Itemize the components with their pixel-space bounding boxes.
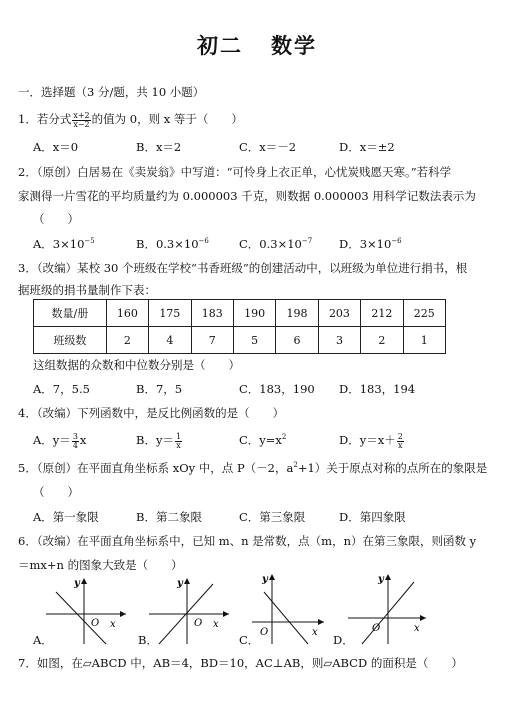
section-heading: 一．选择题（3 分/题，共 10 小题） xyxy=(18,85,205,99)
q2-option-d xyxy=(339,236,402,252)
q4-b-prefix: B．y＝ xyxy=(136,433,174,447)
q6-option-d-label: D． xyxy=(333,633,354,647)
x-axis-arrow-icon xyxy=(318,619,324,625)
table-cell: 203 xyxy=(318,300,360,327)
q2-option-d-base: D．3×10 xyxy=(339,237,392,251)
table-cell: 7 xyxy=(191,327,233,354)
x-axis-arrow-icon xyxy=(420,615,426,621)
q6-line-2: ＝mx+n 的图象大致是（ ） xyxy=(18,558,183,572)
table-cell: 2 xyxy=(361,327,403,354)
q7-stem: 7．如图，在▱ABCD 中，AB＝4，BD＝10，AC⊥AB，则▱ABCD 的面积是（ ） xyxy=(18,656,463,670)
q6-option-a-label: A． xyxy=(33,633,53,647)
q4-b-den: x xyxy=(176,440,181,450)
q4-option-a xyxy=(33,432,86,450)
q2-option-c-exp: −7 xyxy=(301,237,313,245)
table-cell: 175 xyxy=(149,300,191,327)
q5-line-1-b: +1）关于原点对称的点所在的象限是 xyxy=(297,461,488,475)
q1-option-a: A．x＝0 xyxy=(33,140,79,154)
q5-option-a: A．第一象限 xyxy=(33,510,99,524)
q4-option-b xyxy=(136,432,183,450)
q1-prefix: 1．若分式 xyxy=(18,112,72,126)
origin-label: O xyxy=(260,627,269,638)
q3-after-table: 这组数据的众数和中位数分别是（ ） xyxy=(33,358,240,372)
q4-a-suffix: x xyxy=(79,433,87,447)
q4-d-den: x xyxy=(397,440,403,450)
y-axis-label: y xyxy=(74,578,80,589)
q4-option-d xyxy=(339,432,405,450)
x-axis-label: x xyxy=(414,623,420,634)
title-part1: 初二 xyxy=(197,33,243,58)
q4-c-text: C．y=x xyxy=(239,433,282,447)
y-axis-label: y xyxy=(262,574,268,585)
q6-line-1: 6．（改编）在平面直角坐标系中，已知 m、n 是常数，点（m，n）在第三象限，则函数 y xyxy=(18,534,477,548)
q4-a-prefix: A．y＝ xyxy=(33,433,71,447)
y-axis-label: y xyxy=(378,574,384,585)
q6-option-b-label: B． xyxy=(138,633,158,647)
x-axis-label: x xyxy=(312,627,318,638)
q6-graph-a xyxy=(42,574,130,646)
table-cell: 198 xyxy=(276,300,318,327)
q5-exp: 2 xyxy=(293,461,298,469)
table-cell: 1 xyxy=(403,327,445,354)
table-cell: 183 xyxy=(191,300,233,327)
q1-option-d: D．x＝±2 xyxy=(339,140,395,154)
x-axis-arrow-icon xyxy=(120,611,126,617)
q5-option-c: C．第三象限 xyxy=(239,510,306,524)
table-cell: 6 xyxy=(276,327,318,354)
table-row-header: 班级数 xyxy=(34,327,107,354)
q4-a-num: 3 xyxy=(72,431,78,441)
table-cell: 2 xyxy=(106,327,148,354)
page-title xyxy=(0,30,514,60)
x-axis-label: x xyxy=(110,619,116,630)
q3-option-b: B．7，5 xyxy=(136,382,183,396)
q2-line-3: （ ） xyxy=(33,212,79,226)
q4-stem: 4．（改编）下列函数中，是反比例函数的是（ ） xyxy=(18,406,285,420)
x-axis-label: x xyxy=(213,619,219,630)
q2-option-c xyxy=(239,236,312,252)
q4-option-c xyxy=(239,432,286,448)
q1-fraction-denominator: x−2 xyxy=(73,119,90,129)
x-axis-arrow-icon xyxy=(223,611,229,617)
q4-a-den: 4 xyxy=(72,440,78,450)
q3-line-1: 3．（改编）某校 30 个班级在学校“书香班级”的创建活动中，以班级为单位进行捐书，根 xyxy=(18,261,468,275)
q3-option-a: A．7，5.5 xyxy=(33,382,90,396)
q4-c-exp: 2 xyxy=(281,433,287,441)
table-row xyxy=(34,300,446,327)
q3-option-c: C．183，190 xyxy=(239,382,315,396)
q2-option-a xyxy=(33,236,95,252)
table-cell: 3 xyxy=(318,327,360,354)
q2-line-2: 家测得一片雪花的平均质量约为 0.000003 千克，则数据 0.000003 用科学记数法表示为 xyxy=(18,189,476,203)
q6-option-c-label: C． xyxy=(239,633,260,647)
q6-graph-d xyxy=(342,568,430,646)
q1-fraction-numerator: x+2 xyxy=(73,110,90,120)
q2-option-b xyxy=(136,236,209,252)
question-1-stem xyxy=(18,111,243,129)
table-cell: 5 xyxy=(233,327,275,354)
q5-line-1 xyxy=(18,460,487,476)
origin-label: O xyxy=(372,623,381,634)
q3-option-d: D．183，194 xyxy=(339,382,416,396)
table-cell: 4 xyxy=(149,327,191,354)
y-axis-arrow-icon xyxy=(81,578,87,584)
table-cell: 190 xyxy=(233,300,275,327)
function-line xyxy=(264,592,308,644)
q5-option-b: B．第二象限 xyxy=(136,510,202,524)
q1-option-c: C．x＝－2 xyxy=(239,140,297,154)
q2-option-c-base: C．0.3×10 xyxy=(239,237,302,251)
table-row xyxy=(34,327,446,354)
q4-b-fraction xyxy=(175,433,182,450)
q1-suffix: 的值为 0，则 x 等于（ ） xyxy=(91,112,243,126)
table-cell: 212 xyxy=(361,300,403,327)
q2-option-d-exp: −6 xyxy=(391,237,402,245)
book-donation-table xyxy=(33,299,446,354)
table-cell: 225 xyxy=(403,300,445,327)
q2-line-1: 2．（原创）白居易在《卖炭翁》中写道：“可怜身上衣正单，心忧炭贱愿天寒。”若科学 xyxy=(18,165,452,179)
y-axis-label: y xyxy=(177,578,183,589)
origin-label: O xyxy=(194,618,203,629)
q3-line-2: 据班级的捐书量制作下表： xyxy=(18,283,156,297)
q6-graph-b xyxy=(145,574,233,646)
origin-label: O xyxy=(91,618,100,629)
q2-option-b-base: B．0.3×10 xyxy=(136,237,199,251)
q2-option-a-exp: −5 xyxy=(84,237,95,245)
q1-fraction xyxy=(72,112,90,129)
y-axis-arrow-icon xyxy=(184,578,190,584)
y-axis-arrow-icon xyxy=(385,574,391,580)
q4-b-num: 1 xyxy=(175,431,182,441)
q4-d-fraction xyxy=(397,433,404,450)
q5-option-d: D．第四象限 xyxy=(339,510,406,524)
title-part2: 数学 xyxy=(271,33,317,58)
q2-option-b-exp: −6 xyxy=(198,237,209,245)
q5-line-1-a: 5．（原创）在平面直角坐标系 xOy 中，点 P（－2，a xyxy=(18,461,294,475)
y-axis-arrow-icon xyxy=(269,574,275,580)
q5-line-2: （ ） xyxy=(33,485,79,499)
q1-option-b: B．x＝2 xyxy=(136,140,182,154)
q4-d-prefix: D．y＝x＋ xyxy=(339,433,396,447)
q2-option-a-base: A．3×10 xyxy=(33,237,85,251)
table-cell: 160 xyxy=(106,300,148,327)
q4-a-fraction xyxy=(72,433,79,450)
q4-d-num: 2 xyxy=(397,431,403,441)
table-row-header: 数量/册 xyxy=(34,300,107,327)
